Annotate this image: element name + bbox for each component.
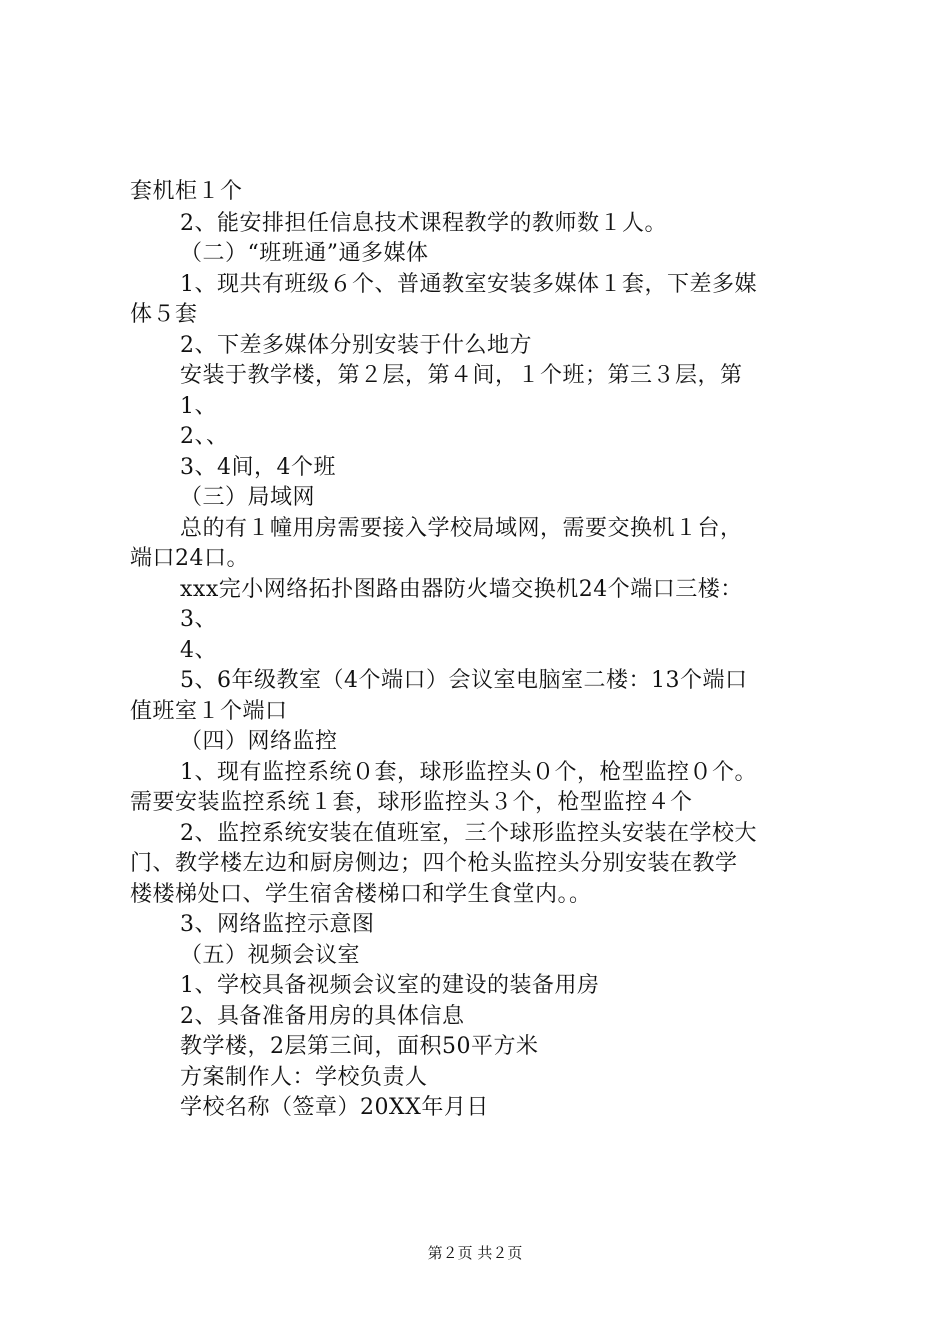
text-line-9: 2、、 xyxy=(180,424,229,449)
text-line-15: 3、 xyxy=(180,607,217,632)
text-line-25: 3、网络监控示意图 xyxy=(180,912,375,937)
section-heading-5: （五）视频会议室 xyxy=(180,943,361,968)
page-number-footer: 第２页 共２页 xyxy=(427,1244,523,1262)
section-heading-2: （二）“班班通”通多媒体 xyxy=(180,241,429,266)
text-line-31: 学校名称（签章）20XX年月日 xyxy=(180,1095,489,1120)
section-heading-3: （三）局域网 xyxy=(180,485,316,510)
text-line-30: 方案制作人：学校负责人 xyxy=(180,1065,428,1090)
text-line-27: 1、学校具备视频会议室的建设的装备用房 xyxy=(180,973,600,998)
text-line-4: 1、现共有班级６个、普通教室安装多媒体１套，下差多媒 xyxy=(180,272,757,297)
text-line-22: 2、监控系统安装在值班室，三个球形监控头安装在学校大 xyxy=(180,821,757,846)
text-line-18: 值班室１个端口 xyxy=(130,699,288,724)
text-line-2: 2、能安排担任信息技术课程教学的教师数１人。 xyxy=(180,211,667,236)
section-heading-4: （四）网络监控 xyxy=(180,729,338,754)
text-line-1: 套机柜１个 xyxy=(130,179,243,204)
text-line-8: 1、 xyxy=(180,394,217,419)
text-line-20: 1、现有监控系统０套，球形监控头０个，枪型监控０个。 xyxy=(180,760,757,785)
text-line-17: 5、6年级教室（4个端口）会议室电脑室二楼：13个端口 xyxy=(180,668,748,693)
text-line-14: xxx完小网络拓扑图路由器防火墙交换机24个端口三楼： xyxy=(180,577,743,602)
text-line-16: 4、 xyxy=(180,638,217,663)
text-line-29: 教学楼，2层第三间，面积50平方米 xyxy=(180,1034,539,1059)
text-line-28: 2、具备准备用房的具体信息 xyxy=(180,1004,465,1029)
text-line-6: 2、下差多媒体分别安装于什么地方 xyxy=(180,333,532,358)
text-line-23: 门、教学楼左边和厨房侧边；四个枪头监控头分别安装在教学 xyxy=(130,851,738,876)
text-line-10: 3、4间，4个班 xyxy=(180,455,336,480)
text-line-13: 端口24口。 xyxy=(130,546,249,571)
text-line-7: 安装于教学楼，第２层，第４间，１个班；第三３层，第 xyxy=(180,363,743,388)
text-line-24: 楼楼梯处口、学生宿舍楼梯口和学生食堂内。。 xyxy=(130,882,592,907)
text-line-12: 总的有１幢用房需要接入学校局域网，需要交换机１台， xyxy=(180,516,743,541)
text-line-5: 体５套 xyxy=(130,302,198,327)
text-line-21: 需要安装监控系统１套，球形监控头３个，枪型监控４个 xyxy=(130,790,693,815)
